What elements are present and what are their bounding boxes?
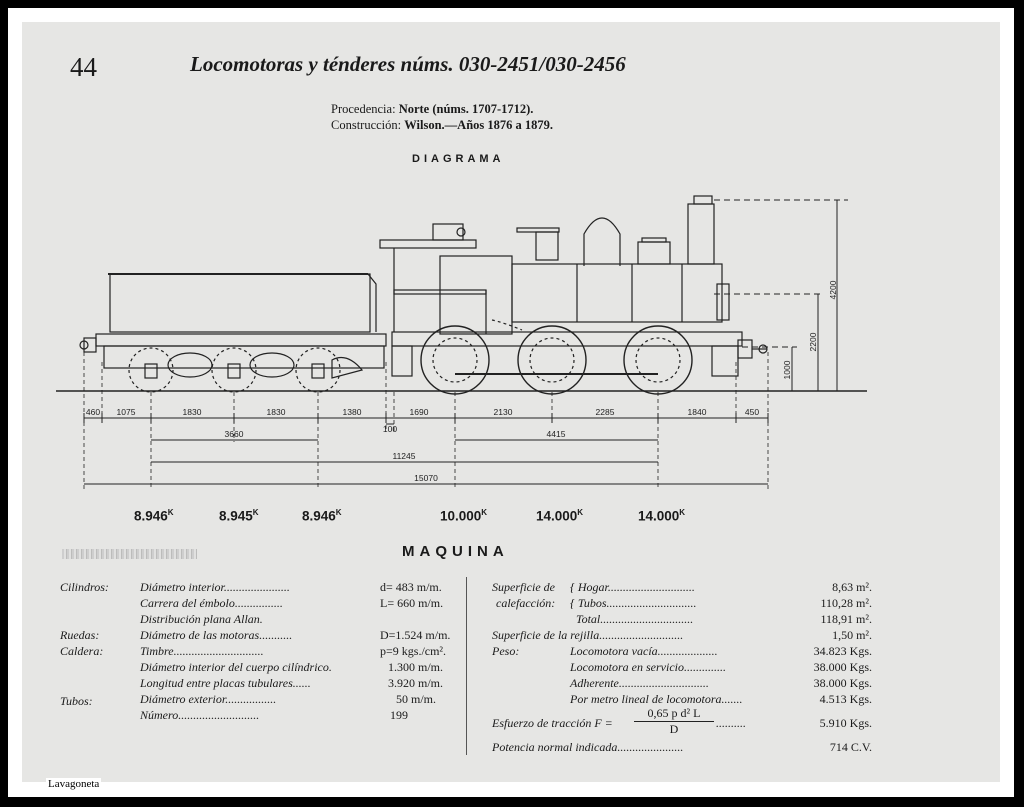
dim-label-5: 1380 [342,407,362,417]
diametro-interior-label: Diámetro interior...................... [140,580,290,594]
dim-label-1: 460 [85,407,101,417]
total-value: 118,91 m². [820,612,872,626]
dimension-labels [86,280,838,483]
tubos-label: { Tubos.............................. [570,596,697,610]
superficie-de-label: Superficie de [492,580,555,594]
dim-label-engine-base: 4415 [546,429,566,439]
esfuerzo-label: Esfuerzo de tracción F = [492,716,613,730]
vacia-label: Locomotora vacía.................... [570,644,718,658]
longitud-value: 3.920 m/m. [388,676,444,690]
maquina-heading: MAQUINA [402,543,509,560]
ruedas-category: Ruedas: [60,628,100,642]
total-label: Total............................... [576,612,694,626]
tubos-category: Tubos: [60,694,93,708]
adherente-label: Adherente.............................. [570,676,709,690]
dim-label-7: 2130 [493,407,513,417]
axle-load-5: $14.000^K$ [536,508,584,524]
diametro-interior-value: d= 483 m/m. [380,580,442,594]
carrera-value: L= 660 m/m. [380,596,444,610]
dim-label-4: 1830 [266,407,286,417]
tender-drawing [80,274,386,392]
axle-load-1: $8.946^K$ [134,508,174,524]
adherente-value: 38.000 Kgs. [813,676,872,690]
diam-cilindrico-label: Diámetro interior del cuerpo cilíndrico. [140,660,332,674]
axle-load-4: $10.000^K$ [440,508,488,524]
height-label-1000: 1000 [782,360,792,380]
esfuerzo-formula [634,706,714,737]
cilindros-category: Cilindros: [60,580,109,594]
longitud-label: Longitud entre placas tubulares...... [140,676,311,690]
dim-label-overall: 15070 [414,473,438,483]
height-label-2200: 2200 [808,332,818,352]
tubos-value: 110,28 m². [820,596,872,610]
dim-label-6: 1690 [409,407,429,417]
procedencia-value: Norte (núms. 1707-1712). [398,102,534,116]
numero-label: Número........................... [140,708,260,722]
construccion-label: Construcción: [331,118,402,132]
dim-label-2: 1075 [116,407,136,417]
height-label-4200: 4200 [828,280,838,300]
diam-exterior-value: 50 m/m. [396,692,437,706]
page-number: 44 [70,52,97,82]
document-page [22,22,1000,782]
numero-value: 199 [390,708,408,722]
dim-label-10: 450 [744,407,760,417]
carrera-label: Carrera del émbolo................ [140,596,283,610]
construccion-value: Wilson.—Años 1876 a 1879. [404,118,554,132]
hogar-value: 8,63 m². [832,580,872,594]
dim-label-gap: 100 [382,424,398,434]
servicio-value: 38.000 Kgs. [813,660,872,674]
locomotive-diagram [22,22,1000,542]
metro-lineal-label: Por metro lineal de locomotora....... [570,692,743,706]
diametro-motoras-label: Diámetro de las motoras........... [140,628,293,642]
distribucion-text: Distribución plana Allan. [140,612,263,626]
dim-label-9: 1840 [687,407,707,417]
dim-label-total-bases: 11245 [392,451,416,461]
hogar-label: { Hogar............................. [570,580,695,594]
axle-load-3: $8.946^K$ [302,508,342,524]
formula-numerator: 0,65 p d² L [634,706,714,722]
vacia-value: 34.823 Kgs. [813,644,872,658]
potencia-label: Potencia normal indicada...................... [492,740,684,754]
axle-load-2: $8.945^K$ [219,508,259,524]
engine-drawing [380,196,767,394]
servicio-label: Locomotora en servicio.............. [570,660,726,674]
dim-label-3: 1830 [182,407,202,417]
dimension-leaders [84,352,768,492]
print-smudge [62,549,197,559]
page-title: Locomotoras y ténderes núms. 030-2451/030-2456 [190,52,626,76]
timbre-value: p=9 kgs./cm². [380,644,447,658]
timbre-label: Timbre.............................. [140,644,264,658]
rejilla-value: 1,50 m². [832,628,872,642]
procedencia-label: Procedencia: [331,102,396,116]
column-divider [466,577,467,755]
watermark-caption: Lavagoneta [48,778,100,790]
calefaccion-label: calefacción: [496,596,556,610]
peso-category: Peso: [492,644,520,658]
caldera-category: Caldera: [60,644,104,658]
metro-lineal-value: 4.513 Kgs. [819,692,872,706]
formula-denominator: D [669,722,679,736]
potencia-value: 714 C.V. [829,740,872,754]
diam-cilindrico-value: 1.300 m/m. [388,660,444,674]
esfuerzo-leader: .......... [716,716,746,730]
axle-load-6: $14.000^K$ [638,508,686,524]
diam-exterior-label: Diámetro exterior................. [140,692,277,706]
dim-label-tender-bases: 3660 [224,429,244,439]
diametro-motoras-value: D=1.524 m/m. [380,628,451,642]
rejilla-label: Superficie de la rejilla............................ [492,628,684,642]
dim-label-8: 2285 [595,407,615,417]
esfuerzo-value: 5.910 Kgs. [819,716,872,730]
diagram-heading: DIAGRAMA [412,153,505,165]
